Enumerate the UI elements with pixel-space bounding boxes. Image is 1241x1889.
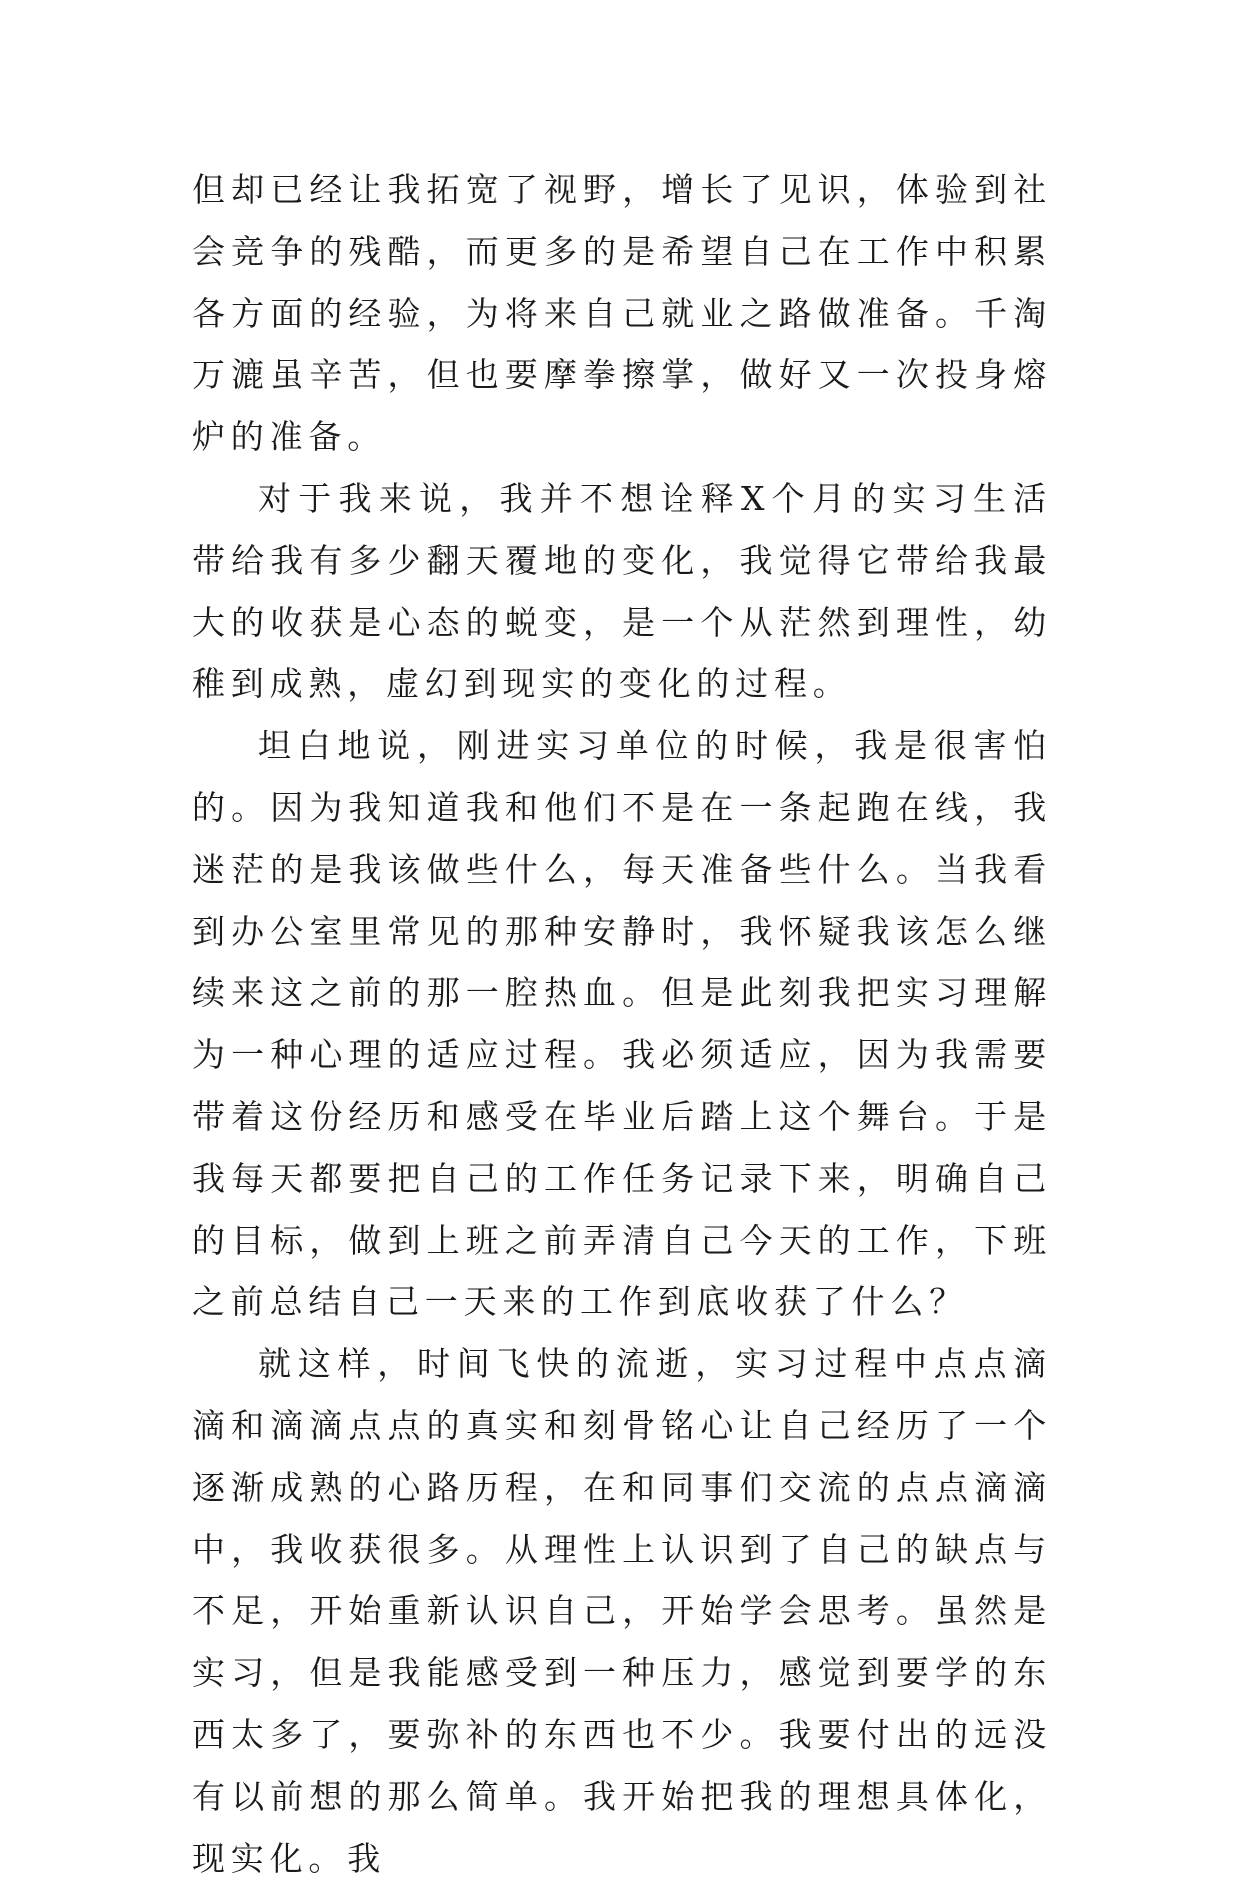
paragraph-mindset-change: 对于我来说，我并不想诠释X个月的实习生活带给我有多少翻天覆地的变化，我觉得它带给我最大的收获是心态的蜕变，是一个从茫然到理性，幼稚到成熟，虚幻到现实的变化的过程。 (192, 478, 1052, 704)
paragraph-growth: 就这样，时间飞快的流逝，实习过程中点点滴滴和滴滴点点的真实和刻骨铭心让自己经历了一个逐渐成熟的心路历程，在和同事们交流的点点滴滴中，我收获很多。从理性上认识到了自己的缺点与不足，开始重新认识自己，开始学会思考。虽然是实习，但是我能感受到一种压力，感觉到要学的东西太多了，要弥补的东西也不少。我要付出的远没有以前想的那么简单。我开始把我的理想具体化，现实化。我 (192, 1344, 1052, 1878)
paragraph-continued: 但却已经让我拓宽了视野，增长了见识，体验到社会竞争的残酷，而更多的是希望自己在工作中积累各方面的经验，为将来自己就业之路做准备。千淘万漉虽辛苦，但也要摩拳擦掌，做好又一次投身熔炉的准备。 (192, 170, 1052, 457)
paragraph-first-days: 坦白地说，刚进实习单位的时候，我是很害怕的。因为我知道我和他们不是在一条起跑在线，我迷茫的是我该做些什么，每天准备些什么。当我看到办公室里常见的那种安静时，我怀疑我该怎么继续来这之前的那一腔热血。但是此刻我把实习理解为一种心理的适应过程。我必须适应，因为我需要带着这份经历和感受在毕业后踏上这个舞台。于是我每天都要把自己的工作任务记录下来，明确自己的目标，做到上班之前弄清自己今天的工作，下班之前总结自己一天来的工作到底收获了什么？ (192, 726, 1052, 1322)
document-body (192, 159, 1052, 1889)
